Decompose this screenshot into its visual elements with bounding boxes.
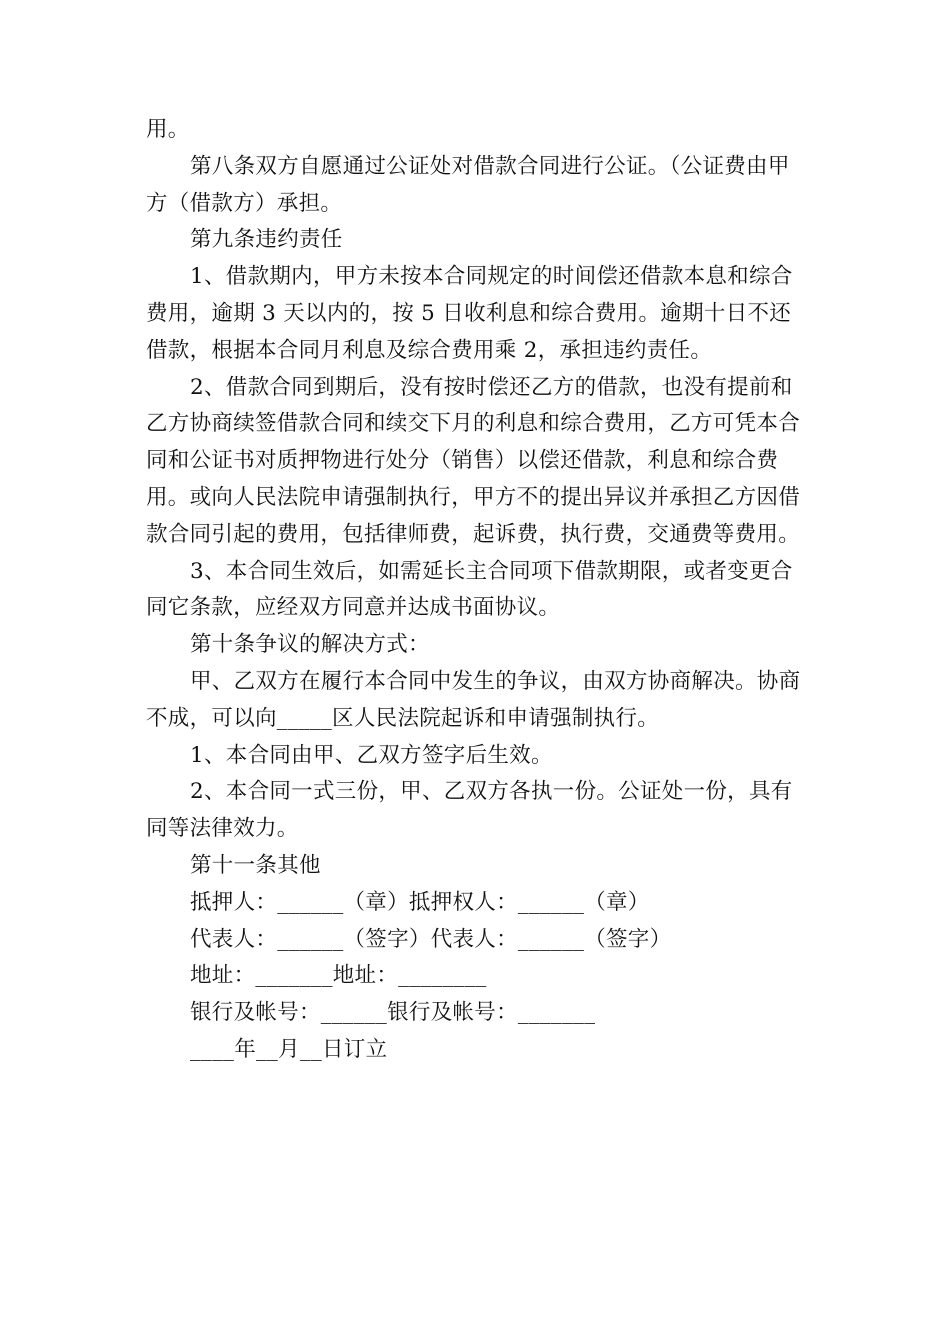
heading-article-11: 第十一条其他 — [190, 852, 321, 878]
paragraph-continuation: 用。 — [146, 117, 190, 142]
heading-article-9: 第九条违约责任 — [190, 227, 343, 253]
paragraph-clause-10-1: 1、本合同由甲、乙双方签字后生效。 — [190, 742, 553, 768]
signature-line-mortgagor: 抵押人：______（章）抵押权人：______（章） — [190, 889, 650, 915]
signature-line-date: ____年__月__日订立 — [190, 1036, 388, 1062]
paragraph-article-8: 第八条双方自愿通过公证处对借款合同进行公证。（公证费由甲方（借款方）承担。 — [146, 153, 790, 216]
paragraph-clause-9-3: 3、本合同生效后，如需延长主合同项下借款期限，或者变更合同它条款，应经双方同意并达成书面协议。 — [146, 558, 793, 621]
signature-line-bank-account: 银行及帐号：______银行及帐号：_______ — [190, 1000, 596, 1026]
paragraph-clause-9-1: 1、借款期内，甲方未按本合同规定的时间偿还借款本息和综合费用，逾期 3 天以内的，按 5 日收利息和综合费用。逾期十日不还借款，根据本合同月利息及综合费用乘 2，承担违约责任。 — [146, 264, 793, 363]
signature-line-address: 地址：_______地址：________ — [190, 963, 487, 989]
heading-article-10: 第十条争议的解决方式： — [190, 632, 430, 658]
document-body — [146, 112, 808, 1069]
paragraph-clause-9-2: 2、借款合同到期后，没有按时偿还乙方的借款，也没有提前和乙方协商续签借款合同和续交下月的利息和综合费用，乙方可凭本合同和公证书对质押物进行处分（销售）以偿还借款，利息和综合费用。或向人民法院申请强制执行，甲方不的提出异议并承担乙方因借款合同引起的费用，包括律师费，起诉费，执行费，交通费等费用。 — [146, 374, 801, 547]
signature-line-representative: 代表人：______（签字）代表人：______（签字） — [190, 926, 672, 952]
paragraph-clause-10-2: 2、本合同一式三份，甲、乙双方各执一份。公证处一份，具有同等法律效力。 — [146, 779, 793, 842]
paragraph-dispute-resolution: 甲、乙双方在履行本合同中发生的争议，由双方协商解决。协商不成，可以向_____区人民法院起诉和申请强制执行。 — [146, 668, 801, 731]
